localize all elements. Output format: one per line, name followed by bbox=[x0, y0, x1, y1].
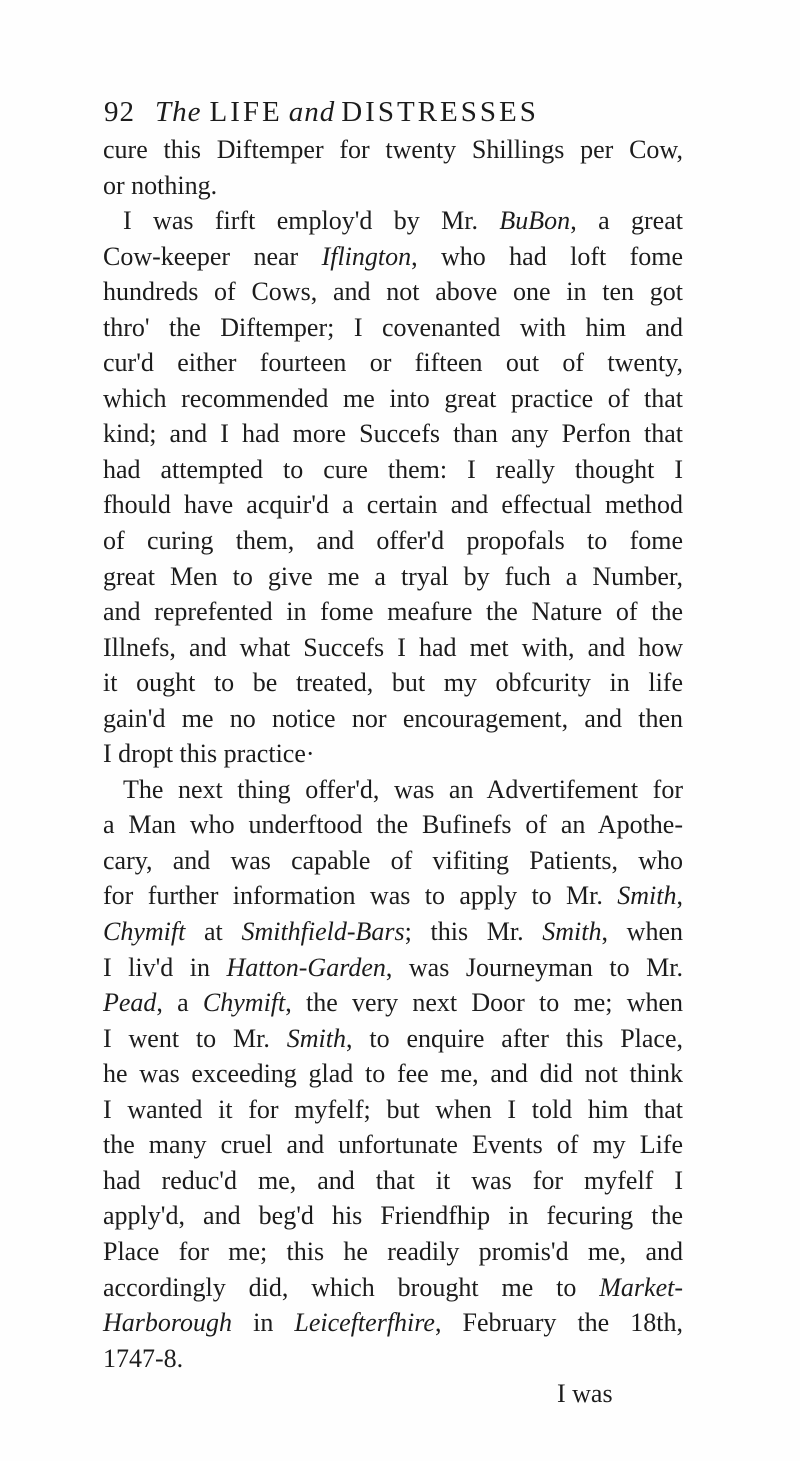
header-the: The bbox=[155, 96, 202, 128]
text-line bbox=[103, 807, 683, 843]
text-line bbox=[103, 559, 683, 595]
italic-run: Pead bbox=[103, 988, 157, 1018]
italic-run: Hatton-Garden bbox=[226, 952, 386, 982]
text-line bbox=[103, 1198, 683, 1234]
text-run: or nothing. bbox=[103, 170, 218, 200]
text-line bbox=[103, 487, 683, 523]
header-and: and bbox=[288, 96, 336, 128]
text-run: I dropt this practice· bbox=[103, 739, 315, 769]
text-line bbox=[103, 772, 683, 808]
text-run: I went to Mr. bbox=[103, 1023, 287, 1053]
text-line bbox=[103, 1341, 683, 1377]
header-distresses: DISTRESSES bbox=[341, 96, 539, 128]
text-line bbox=[103, 594, 683, 630]
text-line bbox=[103, 1234, 683, 1270]
text-line bbox=[103, 736, 683, 772]
text-line bbox=[103, 914, 683, 950]
text-line bbox=[103, 274, 683, 310]
text-line bbox=[103, 239, 683, 275]
italic-run: Chymift bbox=[103, 917, 186, 947]
text-line bbox=[103, 168, 683, 204]
text-run: , February the 18th, bbox=[434, 1308, 683, 1338]
text-run: , to enquire after this Place, bbox=[345, 1023, 683, 1053]
text-run: kind; and I had more Succefs than any Perfon that bbox=[103, 419, 683, 449]
text-run: cure this Diftemper for twenty Shillings per Cow, bbox=[103, 135, 683, 164]
text-line bbox=[103, 843, 683, 879]
text-line bbox=[103, 523, 683, 559]
text-run: , who had loft fome bbox=[411, 241, 683, 271]
text-line bbox=[103, 665, 683, 701]
italic-run: Smith bbox=[617, 881, 677, 911]
text-run: Illnefs, and what Succefs I had met with, and how bbox=[103, 632, 683, 662]
text-run: cur'd either fourteen or fifteen out of twenty, bbox=[103, 348, 683, 378]
italic-run: Smithfield-Bars bbox=[241, 917, 405, 947]
text-run: and reprefented in fome meafure the Nature of the bbox=[103, 597, 683, 627]
text-run: for further information was to apply to Mr. bbox=[103, 881, 618, 911]
text-line bbox=[103, 132, 683, 168]
text-run: the many cruel and unfortunate Events of my Life bbox=[103, 1130, 683, 1160]
catchword bbox=[103, 1376, 683, 1412]
text-line bbox=[103, 1092, 683, 1128]
text-run: 1747-8. bbox=[103, 1343, 184, 1373]
text-run: gain'd me no notice nor encouragement, and then bbox=[103, 703, 683, 733]
text-run: The next thing offer'd, was an Advertifement for bbox=[123, 774, 683, 804]
text-run: I liv'd in bbox=[103, 952, 227, 982]
body-text bbox=[103, 132, 683, 1412]
text-line bbox=[103, 630, 683, 666]
text-run: accordingly did, which brought me to bbox=[103, 1272, 600, 1302]
italic-run: Smith bbox=[286, 1023, 346, 1053]
text-run: thro' the Diftemper; I covenanted with him and bbox=[103, 312, 683, 342]
text-run: I wanted it for myfelf; but when I told him that bbox=[103, 1094, 683, 1124]
text-run: had attempted to cure them: I really thought I bbox=[103, 454, 683, 484]
page-number: 92 bbox=[104, 96, 135, 128]
text-line bbox=[103, 345, 683, 381]
italic-run: Leicefterfhire bbox=[294, 1308, 435, 1338]
italic-run: Smith bbox=[542, 917, 602, 947]
italic-run: Harborough bbox=[103, 1308, 233, 1338]
text-line bbox=[103, 1021, 683, 1057]
text-line bbox=[103, 416, 683, 452]
text-run: apply'd, and beg'd his Friendfhip in fecuring the bbox=[103, 1201, 683, 1231]
text-line bbox=[103, 1163, 683, 1199]
text-line bbox=[103, 878, 683, 914]
text-run: Place for me; this he readily promis'd me, and bbox=[103, 1236, 683, 1266]
text-run: in bbox=[232, 1308, 295, 1338]
italic-run: Iflington bbox=[321, 241, 412, 271]
text-run: he was exceeding glad to fee me, and did not think bbox=[103, 1059, 683, 1089]
text-line bbox=[103, 1270, 683, 1306]
text-run: hundreds of Cows, and not above one in ten got bbox=[103, 277, 683, 307]
text-run: which recommended me into great practice of that bbox=[103, 383, 683, 413]
italic-run: BuBon bbox=[499, 206, 571, 236]
text-line bbox=[103, 310, 683, 346]
text-run: cary, and was capable of vifiting Patients, who bbox=[103, 845, 683, 875]
text-run: at bbox=[185, 917, 242, 947]
text-line bbox=[103, 985, 683, 1021]
text-run: I was firft employ'd by Mr. bbox=[123, 206, 500, 236]
text-line bbox=[103, 1056, 683, 1092]
text-run: great Men to give me a tryal by fuch a Number, bbox=[103, 561, 683, 591]
text-line bbox=[103, 1305, 683, 1341]
text-run: fhould have acquir'd a certain and effectual method bbox=[103, 490, 683, 520]
text-run: , was Journeyman to Mr. bbox=[385, 952, 683, 982]
text-line bbox=[103, 452, 683, 488]
text-run: ; this Mr. bbox=[404, 917, 543, 947]
text-run: it ought to be treated, but my obfcurity in life bbox=[103, 668, 683, 698]
text-run: of curing them, and offer'd propofals to fome bbox=[103, 526, 683, 556]
text-run: Cow-keeper near bbox=[103, 241, 322, 271]
text-line bbox=[103, 701, 683, 737]
text-run: , when bbox=[601, 917, 683, 947]
text-run: , bbox=[676, 881, 683, 911]
text-run: I was bbox=[557, 1379, 613, 1409]
text-line bbox=[103, 950, 683, 986]
header-life: LIFE bbox=[209, 96, 283, 128]
text-run: , a bbox=[156, 988, 203, 1018]
text-line bbox=[103, 1127, 683, 1163]
text-line bbox=[103, 381, 683, 417]
text-run: , the very next Door to me; when bbox=[285, 988, 684, 1018]
running-header bbox=[104, 96, 684, 136]
italic-run: Chymift bbox=[202, 988, 286, 1018]
text-run: a Man who underftood the Bufinefs of an Apothe- bbox=[103, 810, 683, 840]
text-run: had reduc'd me, and that it was for myfelf I bbox=[103, 1165, 683, 1195]
text-run: , a great bbox=[570, 206, 683, 236]
italic-run: Market- bbox=[599, 1272, 683, 1302]
text-line bbox=[103, 203, 683, 239]
